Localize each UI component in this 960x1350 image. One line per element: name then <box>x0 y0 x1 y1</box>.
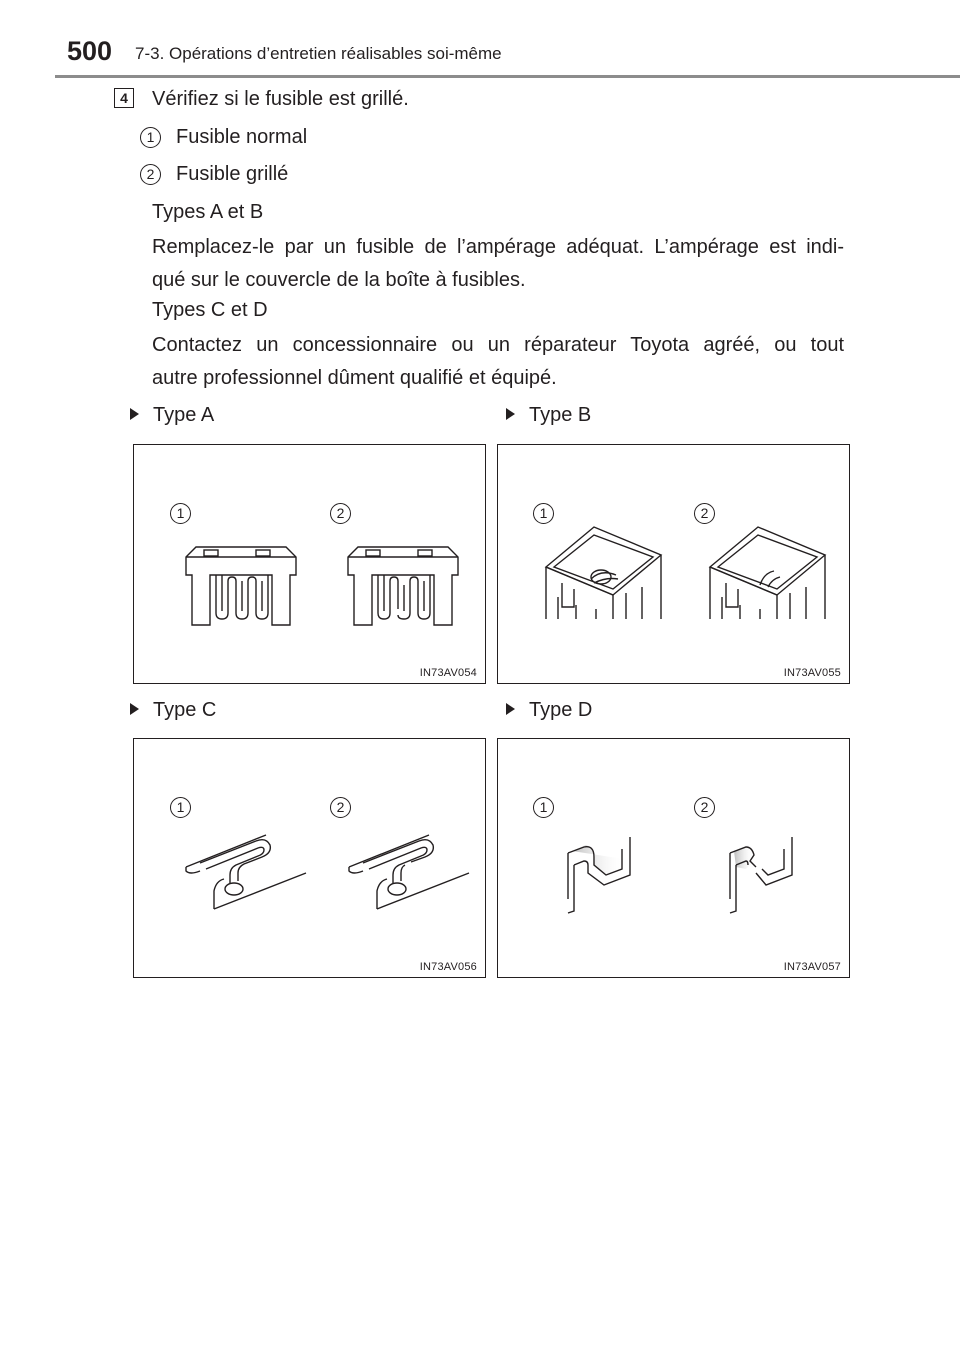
type-c-text: Type C <box>153 699 217 721</box>
type-d-label <box>506 697 592 723</box>
fuse-type-b-illustration <box>498 445 851 685</box>
bullet-triangle-icon <box>506 408 515 420</box>
figure-code-b: IN73AV055 <box>783 667 841 679</box>
body-line: Remplacez-le par un fusible de l’ampérage adéquat. L’ampérage est indi- <box>152 236 844 258</box>
type-a-label <box>130 402 214 428</box>
section-body-types-a-b <box>152 231 844 297</box>
callout-label-blown-fuse: Fusible grillé <box>176 163 289 185</box>
fuse-c-normal <box>186 835 306 909</box>
step-number-badge: 4 <box>114 88 134 108</box>
callout-label-normal-fuse: Fusible normal <box>176 126 308 148</box>
fig-c-marker-2: 2 <box>330 797 351 818</box>
figure-type-d <box>497 738 850 978</box>
step-instruction: Vérifiez si le fusible est grillé. <box>152 88 409 110</box>
callout-marker-2: 2 <box>140 164 161 185</box>
section-heading-types-a-b: Types A et B <box>152 201 264 223</box>
fig-a-marker-2: 2 <box>330 503 351 524</box>
fig-d-marker-1: 1 <box>533 797 554 818</box>
bullet-triangle-icon <box>506 703 515 715</box>
figure-type-b <box>497 444 850 684</box>
type-b-text: Type B <box>529 404 592 426</box>
figure-code-d: IN73AV057 <box>783 961 841 973</box>
section-body-types-c-d <box>152 329 844 395</box>
figure-type-a <box>133 444 486 684</box>
figure-type-c <box>133 738 486 978</box>
type-d-text: Type D <box>529 699 593 721</box>
fig-c-marker-1: 1 <box>170 797 191 818</box>
fig-d-marker-2: 2 <box>694 797 715 818</box>
page-number: 500 <box>67 36 113 66</box>
page-header <box>0 0 960 80</box>
fuse-c-blown <box>349 835 469 909</box>
fuse-d-blown <box>730 837 792 913</box>
fuse-d-normal <box>568 837 630 913</box>
header-divider <box>55 75 960 78</box>
figure-code-c: IN73AV056 <box>419 961 477 973</box>
section-title: 7-3. Opérations d’entretien réalisables soi-même <box>135 44 502 63</box>
fuse-type-a-illustration <box>134 445 487 685</box>
figure-code-a: IN73AV054 <box>419 667 477 679</box>
fig-b-marker-1: 1 <box>533 503 554 524</box>
type-b-label <box>506 402 591 428</box>
fuse-b-blown <box>710 527 825 619</box>
fuse-a-normal <box>186 547 296 625</box>
callout-marker-1: 1 <box>140 127 161 148</box>
bullet-triangle-icon <box>130 408 139 420</box>
body-line: Contactez un concessionnaire ou un réparateur Toyota agréé, ou tout <box>152 334 844 356</box>
type-c-label <box>130 697 216 723</box>
body-line: qué sur le couvercle de la boîte à fusibles. <box>152 269 526 291</box>
type-a-text: Type A <box>153 404 215 426</box>
bullet-triangle-icon <box>130 703 139 715</box>
body-line: autre professionnel dûment qualifié et équipé. <box>152 367 557 389</box>
fig-a-marker-1: 1 <box>170 503 191 524</box>
fig-b-marker-2: 2 <box>694 503 715 524</box>
fuse-type-c-illustration <box>134 739 487 979</box>
fuse-b-normal <box>546 527 661 619</box>
fuse-type-d-illustration <box>498 739 851 979</box>
section-heading-types-c-d: Types C et D <box>152 299 268 321</box>
fuse-a-blown <box>348 547 458 625</box>
